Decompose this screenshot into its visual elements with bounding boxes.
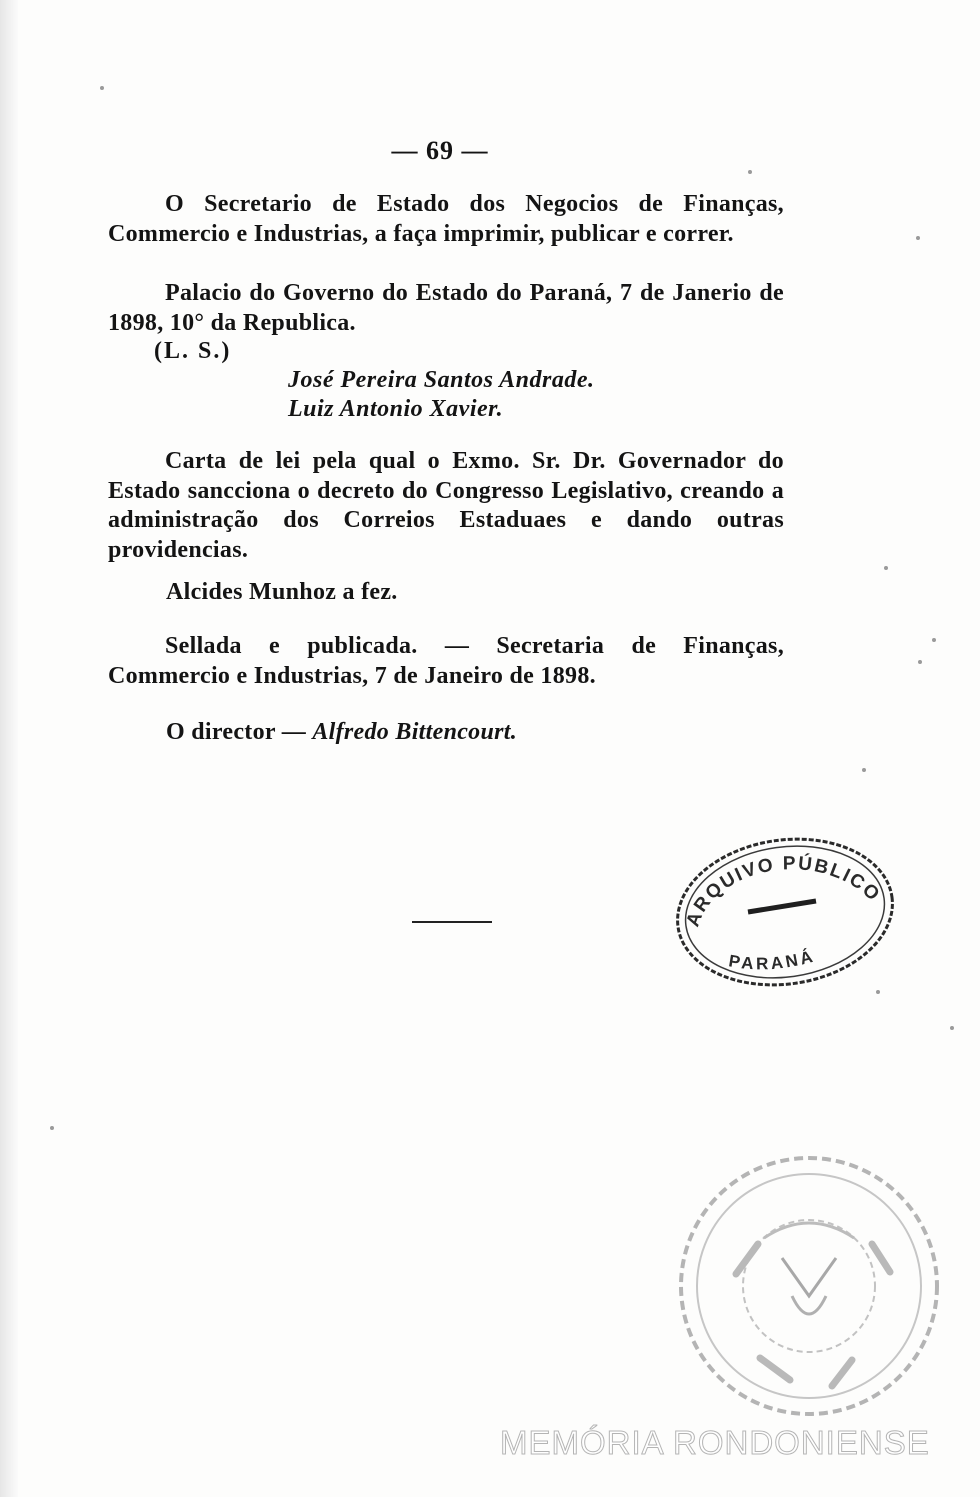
page-number: — 69 — [391, 136, 489, 165]
seal-mark: (L. S.) [154, 338, 232, 364]
paragraph-law-letter [108, 447, 784, 565]
paragraph-text: Palacio do Governo do Estado do Paraná, 7 de Janerio de 1898, 10° da Republica. [108, 280, 784, 336]
paper-speck [950, 1026, 954, 1030]
page-edge-shadow [0, 0, 18, 1497]
paragraph-text: Carta de lei pela qual o Exmo. Sr. Dr. Governador do Estado sancciona o decreto do Congresso Legislativo, creando a administração dos Correios Estaduaes e dando outras providencias. [108, 448, 784, 563]
paper-speck [862, 768, 866, 772]
stamp-bottom-text: PARANÁ [727, 946, 818, 974]
signatory-2: Luiz Antonio Xavier. [288, 396, 504, 422]
paper-speck [100, 86, 104, 90]
paragraph-author: Alcides Munhoz a fez. [166, 579, 398, 605]
paragraph-publication-order [108, 190, 784, 249]
paragraph-text: Sellada e publicada. — Secretaria de Finanças, Commercio e Industrias, 7 de Janeiro de 1898. [108, 633, 784, 689]
paper-speck [876, 990, 880, 994]
section-divider [412, 921, 492, 923]
paper-speck [916, 236, 920, 240]
faded-circular-seal [664, 1146, 954, 1426]
stamp-top-text: ARQUIVO PÚBLICO [682, 853, 885, 930]
paragraph-sealed-published [108, 632, 784, 691]
paper-speck [932, 638, 936, 642]
signatory-1: José Pereira Santos Andrade. [288, 367, 595, 393]
paragraph-palace-date [108, 279, 784, 338]
paper-speck [918, 660, 922, 664]
watermark: MEMÓRIA RONDONIENSE [500, 1424, 930, 1461]
paper-speck [50, 1126, 54, 1130]
director-name: Alfredo Bittencourt. [312, 719, 518, 745]
director-line [166, 719, 517, 746]
archive-stamp [668, 828, 902, 998]
svg-text:PARANÁ [727, 946, 817, 973]
paper-speck [748, 170, 752, 174]
paragraph-text: O Secretario de Estado dos Negocios de Finanças, Commercio e Industrias, a faça imprimir, publicar e correr. [108, 191, 784, 247]
paper-speck [884, 566, 888, 570]
director-label: O director — [166, 719, 307, 745]
